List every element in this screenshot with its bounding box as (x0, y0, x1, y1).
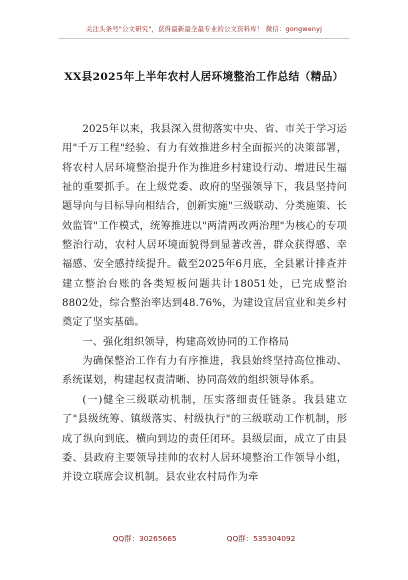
header-divider (58, 38, 350, 39)
document-body (62, 120, 347, 488)
document-title: XX县2025年上半年农村人居环境整治工作总结（精品） (64, 71, 344, 83)
page-header-promo: 关注头条号"公文研究"，获得最新最全最专业的公文资料库！ 微信：gongwenyj (85, 25, 323, 33)
footer-qq-group-2: QQ群：535304092 (226, 534, 296, 543)
subsection-paragraph-1: (一)健全三级联动机制，压实落细责任链条。我县建立了"县级统筹、镇级落实、村级执行"的三级联动工作机制，形成了纵向到底、横向到边的责任闭环。县级层面，成立了由县委、县政府主要领导挂帅的农村人居环境整治工作领导小组，并设立联席会议机制。县农业农村局作为牵 (62, 394, 347, 484)
section-heading-1: 一、强化组织领导，构建高效协同的工作格局 (82, 336, 290, 348)
body-paragraph-section-1: 为确保整治工作有力有序推进，我县始终坚持高位推动、系统谋划，构建起权责清晰、协同高效的组织领导体系。 (62, 356, 347, 387)
page-footer (0, 533, 408, 544)
body-paragraph-intro: 2025年以来，我县深入贯彻落实中央、省、市关于学习运用"千万工程"经验、有力有效推进乡村全面振兴的决策部署，将农村人居环境整治提升作为推进乡村建设行动、增进民生福祉的重要抓手。在上级党委、政府的坚强领导下，我县坚持问题导向与目标导向相结合，创新实施"三级联动、分类施策、长效监管"工作模式，统筹推进以"两清两改两治理"为核心的专项整治行动，农村人居环境面貌得到显著改善，群众获得感、幸福感、安全感持续提升。截至2025年6月底，全县累计排查并建立整治台账的各类短板问题共计18051处，已完成整治8802处，综合整治率达到48.76%，为建设宜居宜业和美乡村奠定了坚实基础。 (62, 124, 347, 329)
footer-qq-group-1: QQ群：30265665 (112, 534, 177, 543)
